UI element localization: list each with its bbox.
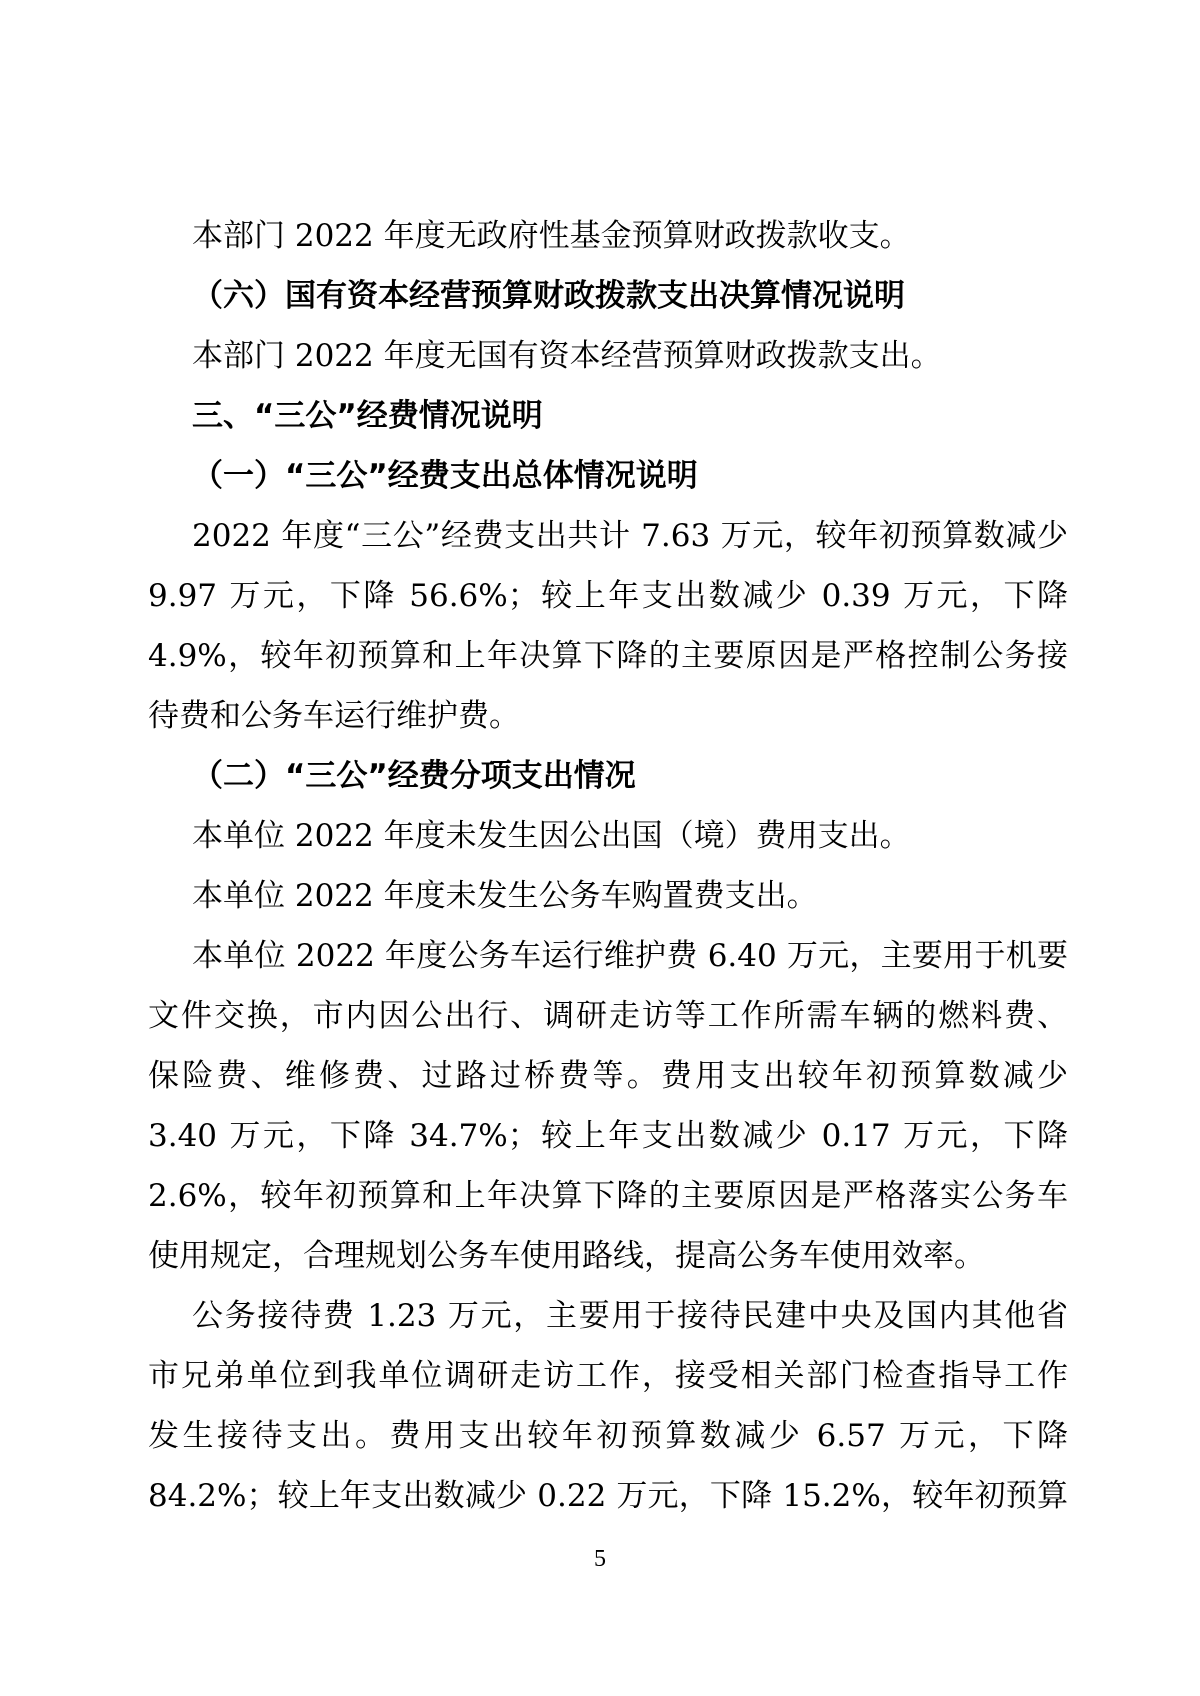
text-line: 使用规定，合理规划公务车使用路线，提高公务车使用效率。 bbox=[148, 1238, 985, 1274]
heading-overall-expenditure: （一）“三公”经费支出总体情况说明 bbox=[192, 458, 698, 494]
paragraph-fund-budget: 本部门 2022 年度无政府性基金预算财政拨款收支。 bbox=[192, 218, 911, 254]
text-line: 保险费、维修费、过路过桥费等。费用支出较年初预算数减少 bbox=[148, 1058, 1068, 1094]
text-line: 2.6%，较年初预算和上年决算下降的主要原因是严格落实公务车 bbox=[148, 1178, 1068, 1214]
text-line: 84.2%；较上年支出数减少 0.22 万元，下降 15.2%，较年初预算 bbox=[148, 1478, 1068, 1514]
paragraph-vehicle-maintenance bbox=[148, 926, 1068, 1286]
heading-three-public: 三、“三公”经费情况说明 bbox=[192, 398, 543, 434]
text-line: 市兄弟单位到我单位调研走访工作，接受相关部门检查指导工作 bbox=[148, 1358, 1068, 1394]
text-line: 9.97 万元，下降 56.6%；较上年支出数减少 0.39 万元，下降 bbox=[148, 578, 1068, 614]
text-line: 4.9%，较年初预算和上年决算下降的主要原因是严格控制公务接 bbox=[148, 638, 1068, 674]
paragraph-overseas: 本单位 2022 年度未发生因公出国（境）费用支出。 bbox=[192, 818, 911, 854]
text-line: 发生接待支出。费用支出较年初预算数减少 6.57 万元，下降 bbox=[148, 1418, 1068, 1454]
paragraph-vehicle-purchase: 本单位 2022 年度未发生公务车购置费支出。 bbox=[192, 878, 818, 914]
text-line: 文件交换，市内因公出行、调研走访等工作所需车辆的燃料费、 bbox=[148, 998, 1068, 1034]
text-line: 公务接待费 1.23 万元，主要用于接待民建中央及国内其他省 bbox=[192, 1298, 1068, 1334]
paragraph-reception bbox=[148, 1286, 1068, 1526]
text-line: 待费和公务车运行维护费。 bbox=[148, 698, 520, 734]
heading-section-6: （六）国有资本经营预算财政拨款支出决算情况说明 bbox=[192, 278, 905, 314]
paragraph-state-capital: 本部门 2022 年度无国有资本经营预算财政拨款支出。 bbox=[192, 338, 942, 374]
page-number: 5 bbox=[594, 1546, 606, 1572]
text-line: 2022 年度“三公”经费支出共计 7.63 万元，较年初预算数减少 bbox=[192, 518, 1068, 554]
text-line: 本单位 2022 年度公务车运行维护费 6.40 万元，主要用于机要 bbox=[192, 938, 1068, 974]
heading-itemized-expenditure: （二）“三公”经费分项支出情况 bbox=[192, 758, 636, 794]
document-body bbox=[148, 206, 1068, 1526]
paragraph-overall-expenditure bbox=[148, 506, 1068, 746]
text-line: 3.40 万元，下降 34.7%；较上年支出数减少 0.17 万元，下降 bbox=[148, 1118, 1068, 1154]
